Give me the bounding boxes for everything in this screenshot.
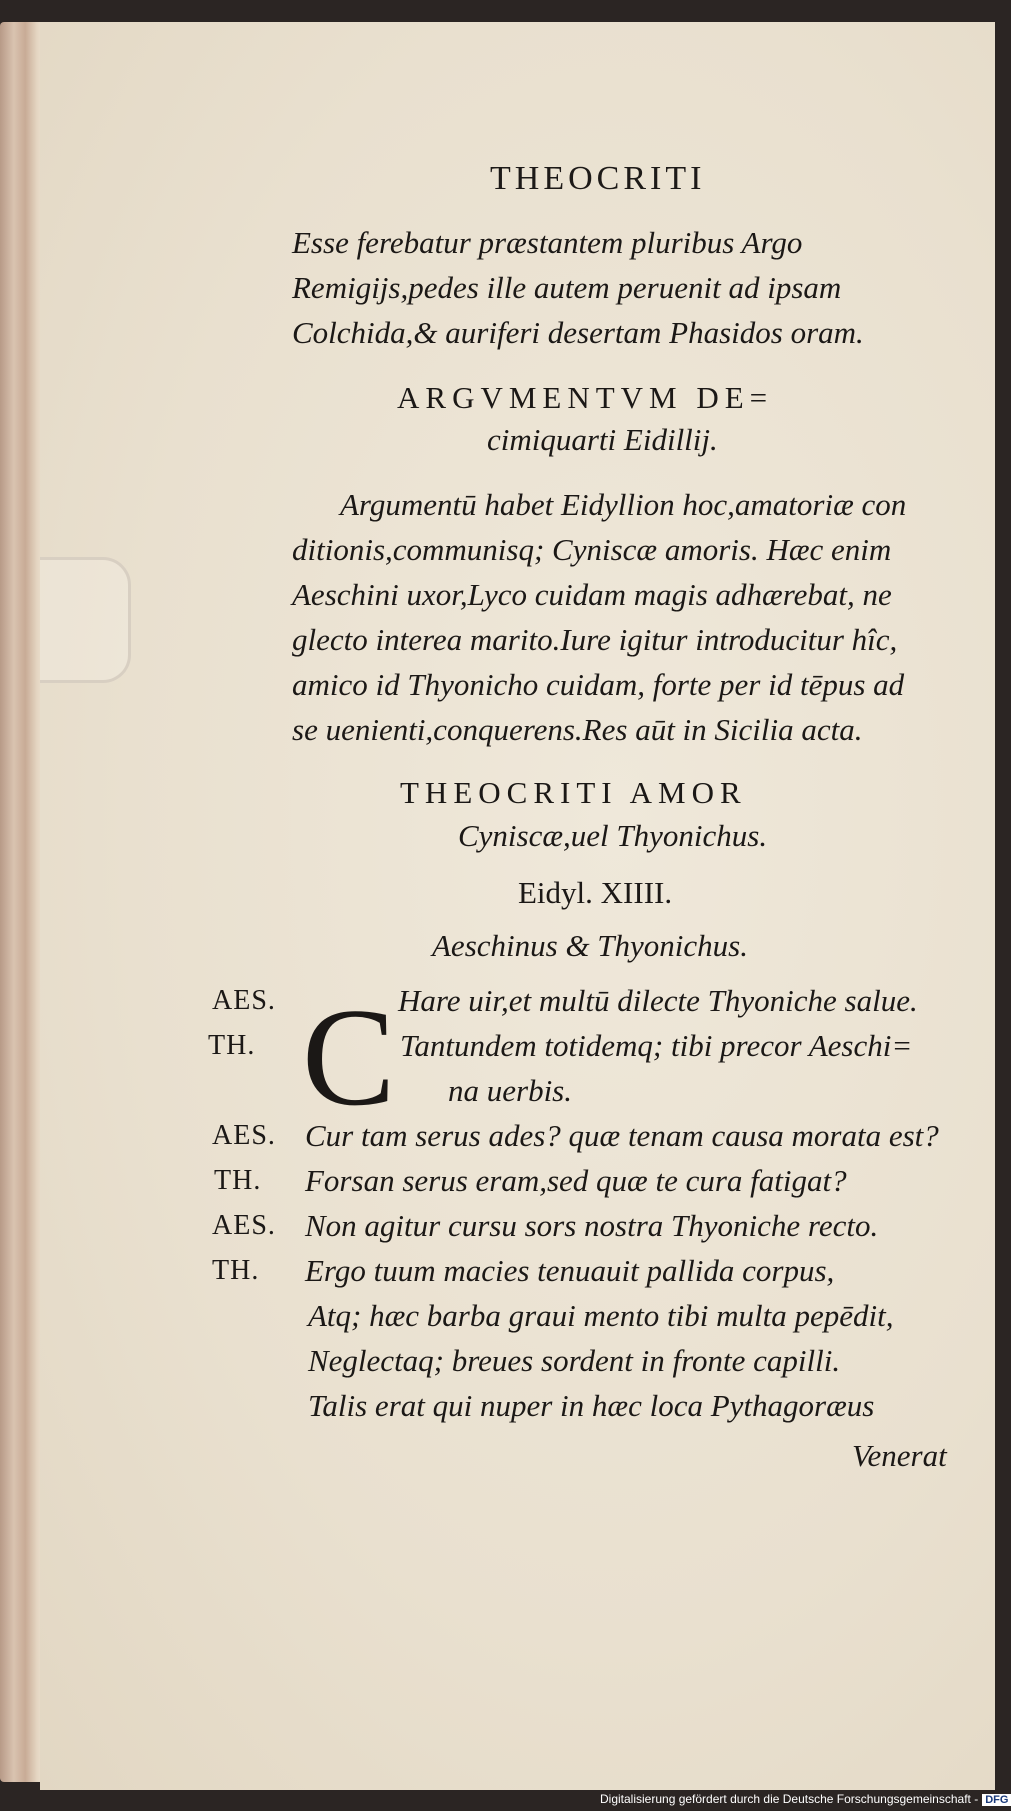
argument-heading-cont: cimiquarti Eidillij. bbox=[487, 422, 718, 457]
page-clip bbox=[40, 557, 131, 683]
eidyl-number: Eidyl. XIIII. bbox=[518, 875, 673, 910]
footer-text: Digitalisierung gefördert durch die Deutsche Forschungsgemeinschaft - bbox=[600, 1792, 979, 1806]
digitization-credit bbox=[600, 1792, 1011, 1806]
speaker-label: TH. bbox=[212, 1255, 260, 1286]
argument-line-6: se uenienti,conquerens.Res aūt in Sicilia acta. bbox=[292, 712, 863, 747]
argument-line-5: amico id Thyonicho cuidam, forte per id tēpus ad bbox=[292, 667, 905, 702]
verse-line-2: Remigijs,pedes ille autem peruenit ad ipsam bbox=[292, 270, 842, 305]
verse-line-1: Esse ferebatur præstantem pluribus Argo bbox=[292, 225, 803, 260]
dialogue-line-5: Forsan serus eram,sed quæ te cura fatigat? bbox=[305, 1163, 847, 1198]
argument-heading: ARGVMENTVM DE= bbox=[397, 380, 774, 415]
speakers-line: Aeschinus & Thyonichus. bbox=[432, 928, 748, 963]
dialogue-line-4: Cur tam serus ades? quæ tenam causa morata est? bbox=[305, 1118, 939, 1153]
speaker-label: TH. bbox=[208, 1030, 256, 1061]
speaker-label: TH. bbox=[214, 1165, 262, 1196]
catchword: Venerat bbox=[852, 1438, 947, 1473]
dialogue-line-1: Hare uir,et multū dilecte Thyoniche salue. bbox=[398, 983, 918, 1018]
argument-line-1: Argumentū habet Eidyllion hoc,amatoriæ con bbox=[340, 487, 907, 522]
poem-subtitle: Cyniscæ,uel Thyonichus. bbox=[458, 818, 768, 853]
verse-line-3: Colchida,& auriferi desertam Phasidos oram. bbox=[292, 315, 864, 350]
argument-line-4: glecto interea marito.Iure igitur introducitur hîc, bbox=[292, 622, 898, 657]
dialogue-line-10: Talis erat qui nuper in hæc loca Pythagoræus bbox=[308, 1388, 875, 1423]
dialogue-line-9: Neglectaq; breues sordent in fronte capilli. bbox=[308, 1343, 841, 1378]
speaker-label: AES. bbox=[212, 1210, 276, 1241]
dialogue-line-8: Atq; hæc barba graui mento tibi multa pepēdit, bbox=[308, 1298, 894, 1333]
dfg-logo: DFG bbox=[982, 1794, 1011, 1806]
dialogue-line-6: Non agitur cursu sors nostra Thyoniche recto. bbox=[305, 1208, 879, 1243]
dialogue-line-3: na uerbis. bbox=[448, 1073, 572, 1108]
running-head: THEOCRITI bbox=[490, 160, 706, 197]
poem-title: THEOCRITI AMOR bbox=[400, 775, 747, 810]
speaker-label: AES. bbox=[212, 1120, 276, 1151]
dialogue-line-7: Ergo tuum macies tenuauit pallida corpus, bbox=[305, 1253, 835, 1288]
speaker-label: AES. bbox=[212, 985, 276, 1016]
dialogue-line-2: Tantundem totidemq; tibi precor Aeschi= bbox=[400, 1028, 913, 1063]
argument-line-2: ditionis,communisq; Cyniscæ amoris. Hæc enim bbox=[292, 532, 892, 567]
argument-line-3: Aeschini uxor,Lyco cuidam magis adhærebat, ne bbox=[292, 577, 892, 612]
drop-cap: C bbox=[302, 980, 396, 1135]
